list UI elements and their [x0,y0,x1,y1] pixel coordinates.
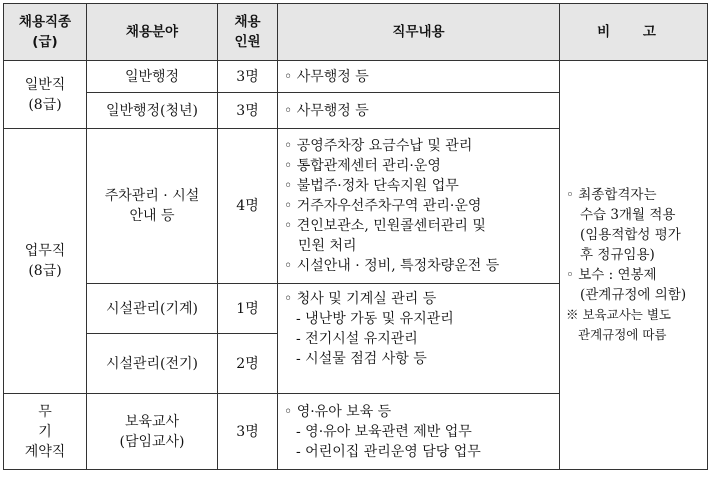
count-parking: 4명 [218,129,278,284]
duty-line: ◦ 청사 및 기계실 관리 등 [284,290,437,307]
type-general-line1: 일반직 [24,76,66,93]
type-business-line1: 업무직 [24,243,66,259]
header-row [4,4,708,61]
header-duty: 직무내용 [278,4,560,61]
duty-line: ◦ 영·유아 보육 등 [284,403,392,420]
type-contract-line2: 계약직 [24,443,66,460]
field-parking-line2: 안내 등 [129,208,175,224]
count-teacher: 3명 [218,394,278,470]
duty-line: - 전기시설 유지관리 [296,330,418,347]
duty-line: - 영·유아 보육관련 제반 업무 [296,423,472,440]
note-line: (관계규정에 의함) [580,287,687,303]
note-line: 후 정규임용) [580,247,655,263]
note-line: ◦ 최종합격자는 [566,187,657,203]
duty-line: ◦ 공영주차장 요금수납 및 관리 [284,138,473,154]
field-facility-mech: 시설관리(기계) [87,284,218,334]
note-line: ※ 보육교사는 별도 [566,307,671,322]
duty-line: ◦ 견인보관소, 민원콜센터관리 및 [284,218,486,234]
type-business [4,129,87,394]
count-facility-mech: 1명 [218,284,278,334]
duty-line: 민원 처리 [298,238,357,254]
type-general [4,61,87,129]
type-contract-line1: 무 기 [38,403,66,440]
field-teacher [87,394,218,470]
recruitment-table [3,3,708,470]
count-facility-elec: 2명 [218,334,278,394]
note-cell [560,61,708,470]
count-general-admin: 3명 [218,61,278,93]
type-general-line2: (8급) [28,96,62,113]
field-teacher-line2: (담임교사) [119,433,185,450]
duty-general-youth: ◦ 사무행정 등 [278,93,560,129]
duty-line: - 어린이집 관리운영 담당 업무 [296,443,481,460]
note-line: (임용적합성 평가 [580,227,681,243]
duty-teacher [278,394,560,470]
type-business-line2: (8급) [28,263,62,279]
duty-line: ◦ 시설안내 · 정비, 특정차량운전 등 [284,258,500,274]
duty-general-admin: ◦ 사무행정 등 [278,61,560,93]
field-general-admin: 일반행정 [87,61,218,93]
duty-line: ◦ 거주자우선주차구역 관리·운영 [284,198,482,214]
header-note: 비 고 [560,4,708,61]
field-parking-line1: 주차관리 · 시설 [104,188,200,204]
duty-facility [278,284,560,394]
header-type: 채용직종 (급) [4,4,87,61]
duty-line: ◦ 통합관제센터 관리·운영 [284,158,441,174]
duty-line: - 시설물 점검 사항 등 [296,350,427,367]
note-line: 관계규정에 따름 [578,327,667,342]
duty-line: - 냉난방 가동 및 유지관리 [296,310,454,327]
table-row [4,61,708,93]
duty-parking [278,129,560,284]
duty-line: ◦ 불법주·정차 단속지원 업무 [284,178,459,194]
field-general-youth: 일반행정(청년) [87,93,218,129]
header-field: 채용분야 [87,4,218,61]
type-contract [4,394,87,470]
field-teacher-line1: 보육교사 [124,413,180,430]
field-parking [87,129,218,284]
field-facility-elec: 시설관리(전기) [87,334,218,394]
note-line: 수습 3개월 적용 [580,207,676,223]
header-count: 채용 인원 [218,4,278,61]
note-line: ◦ 보수 : 연봉제 [566,267,657,283]
count-general-youth: 3명 [218,93,278,129]
